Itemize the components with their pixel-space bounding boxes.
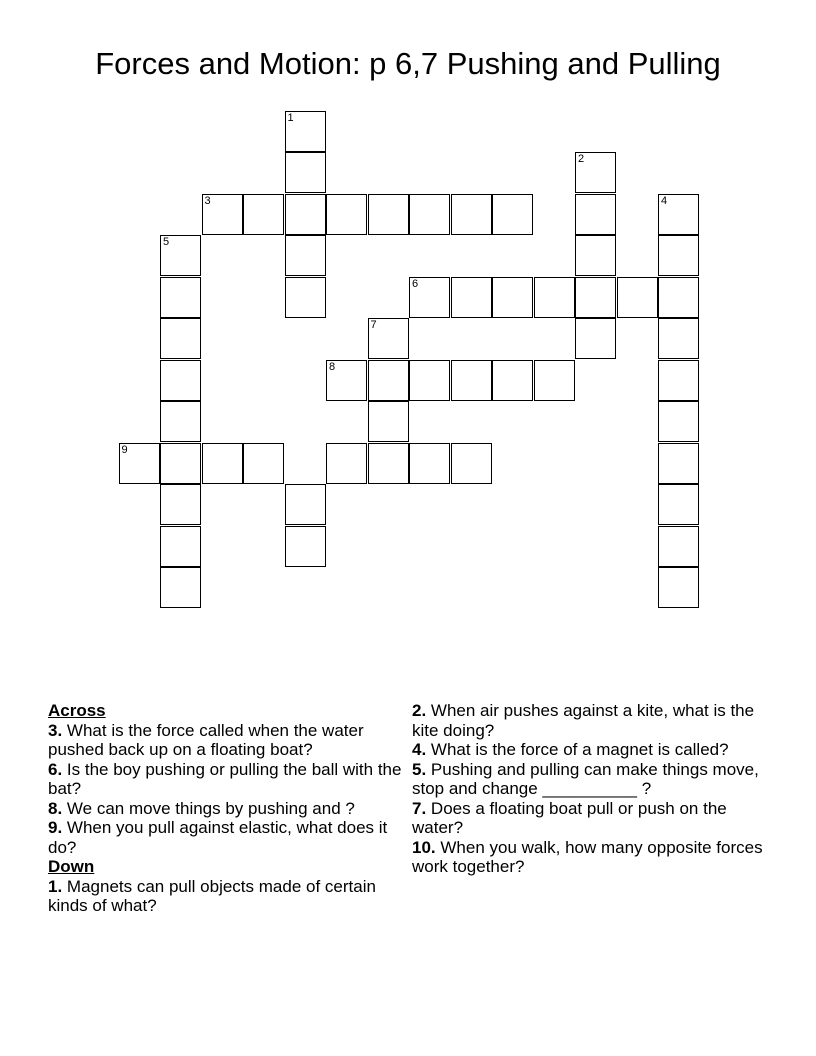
clue-text: We can move things by pushing and ? bbox=[66, 798, 355, 818]
grid-cell[interactable] bbox=[658, 277, 699, 318]
down-clue-2 bbox=[412, 701, 772, 740]
grid-cell[interactable] bbox=[160, 277, 201, 318]
down-heading: Down bbox=[48, 857, 95, 876]
grid-cell[interactable] bbox=[285, 235, 326, 276]
grid-cell[interactable] bbox=[451, 194, 492, 235]
clue-text: What is the force of a magnet is called? bbox=[430, 740, 729, 759]
clues-right-column bbox=[412, 701, 772, 877]
clue-text: When air pushes against a kite, what is the kite doing? bbox=[412, 701, 755, 740]
grid-cell[interactable] bbox=[285, 277, 326, 318]
down-clue-5 bbox=[412, 760, 772, 799]
clue-number-label: 7 bbox=[370, 319, 377, 331]
grid-cell[interactable] bbox=[409, 277, 450, 318]
clue-number-label: 9 bbox=[121, 443, 128, 456]
grid-cell[interactable] bbox=[575, 152, 616, 193]
clue-number: 1. bbox=[48, 876, 63, 896]
clue-number: 6. bbox=[48, 759, 63, 779]
grid-cell[interactable] bbox=[617, 277, 658, 318]
across-clue-8 bbox=[48, 799, 408, 819]
grid-cell[interactable] bbox=[658, 484, 699, 525]
clue-number: 7. bbox=[412, 798, 427, 818]
clue-text: Does a floating boat pull or push on the water? bbox=[412, 798, 727, 837]
clue-number: 9. bbox=[48, 818, 63, 837]
grid-cell[interactable] bbox=[326, 360, 367, 401]
grid-cell[interactable] bbox=[492, 194, 533, 235]
grid-cell[interactable] bbox=[160, 360, 201, 401]
grid-cell[interactable] bbox=[368, 401, 409, 442]
grid-cell[interactable] bbox=[575, 318, 616, 359]
grid-cell[interactable] bbox=[202, 443, 243, 484]
grid-cell[interactable] bbox=[492, 360, 533, 401]
grid-cell[interactable] bbox=[575, 194, 616, 235]
grid-cell[interactable] bbox=[658, 235, 699, 276]
grid-cell[interactable] bbox=[326, 194, 367, 235]
clues-left-column bbox=[48, 701, 408, 916]
grid-cell[interactable] bbox=[492, 277, 533, 318]
grid-cell[interactable] bbox=[409, 360, 450, 401]
grid-cell[interactable] bbox=[658, 443, 699, 484]
grid-cell[interactable] bbox=[285, 111, 326, 152]
grid-cell[interactable] bbox=[119, 443, 160, 484]
grid-cell[interactable] bbox=[409, 194, 450, 235]
grid-cell[interactable] bbox=[160, 443, 201, 484]
grid-cell[interactable] bbox=[658, 567, 699, 608]
across-clue-6 bbox=[48, 760, 408, 799]
grid-cell[interactable] bbox=[202, 194, 243, 235]
clue-text: When you pull against elastic, what does it do? bbox=[48, 818, 388, 857]
clue-text: Is the boy pushing or pulling the ball with the bat? bbox=[48, 759, 402, 798]
grid-cell[interactable] bbox=[368, 360, 409, 401]
grid-cell[interactable] bbox=[534, 360, 575, 401]
grid-cell[interactable] bbox=[451, 360, 492, 401]
clue-number: 10. bbox=[412, 837, 436, 857]
grid-cell[interactable] bbox=[575, 277, 616, 318]
clue-number-label: 4 bbox=[661, 194, 668, 207]
clue-number: 2. bbox=[412, 701, 427, 720]
grid-cell[interactable] bbox=[160, 526, 201, 567]
across-clue-9 bbox=[48, 818, 408, 857]
grid-cell[interactable] bbox=[658, 526, 699, 567]
grid-cell[interactable] bbox=[285, 152, 326, 193]
grid-cell[interactable] bbox=[160, 484, 201, 525]
grid-cell[interactable] bbox=[451, 277, 492, 318]
clue-number: 3. bbox=[48, 720, 63, 740]
across-heading: Across bbox=[48, 701, 106, 720]
grid-cell[interactable] bbox=[451, 443, 492, 484]
page-title: Forces and Motion: p 6,7 Pushing and Pulling bbox=[95, 46, 721, 81]
grid-cell[interactable] bbox=[409, 443, 450, 484]
grid-cell[interactable] bbox=[658, 194, 699, 235]
clue-number-label: 5 bbox=[163, 236, 170, 248]
grid-cell[interactable] bbox=[658, 318, 699, 359]
grid-cell[interactable] bbox=[243, 443, 284, 484]
grid-cell[interactable] bbox=[658, 401, 699, 442]
clue-number: 8. bbox=[48, 798, 63, 818]
down-clue-1 bbox=[48, 877, 408, 916]
clue-number-label: 6 bbox=[412, 277, 419, 290]
clue-number-label: 8 bbox=[329, 360, 336, 373]
grid-cell[interactable] bbox=[160, 401, 201, 442]
clue-number: 4. bbox=[412, 740, 427, 759]
clue-number-label: 2 bbox=[578, 153, 585, 165]
clue-number-label: 1 bbox=[287, 111, 294, 124]
grid-cell[interactable] bbox=[285, 194, 326, 235]
grid-cell[interactable] bbox=[160, 318, 201, 359]
grid-cell[interactable] bbox=[243, 194, 284, 235]
clue-number-label: 3 bbox=[204, 194, 211, 207]
grid-cell[interactable] bbox=[575, 235, 616, 276]
clue-text: What is the force called when the water pushed back up on a floating boat? bbox=[48, 720, 364, 759]
grid-cell[interactable] bbox=[368, 318, 409, 359]
grid-cell[interactable] bbox=[534, 277, 575, 318]
down-clue-7 bbox=[412, 799, 772, 838]
grid-cell[interactable] bbox=[368, 194, 409, 235]
clue-number: 5. bbox=[412, 759, 427, 779]
grid-cell[interactable] bbox=[285, 526, 326, 567]
grid-cell[interactable] bbox=[326, 443, 367, 484]
grid-cell[interactable] bbox=[285, 484, 326, 525]
grid-cell[interactable] bbox=[368, 443, 409, 484]
grid-cell[interactable] bbox=[160, 567, 201, 608]
across-clue-3 bbox=[48, 721, 408, 760]
clue-text: When you walk, how many opposite forces work together? bbox=[412, 837, 763, 876]
down-clue-10 bbox=[412, 838, 772, 877]
grid-cell[interactable] bbox=[160, 235, 201, 276]
clue-text: Pushing and pulling can make things move, stop and change __________ ? bbox=[412, 759, 759, 798]
down-clue-4 bbox=[412, 740, 772, 760]
grid-cell[interactable] bbox=[658, 360, 699, 401]
clue-text: Magnets can pull objects made of certain kinds of what? bbox=[48, 876, 376, 915]
